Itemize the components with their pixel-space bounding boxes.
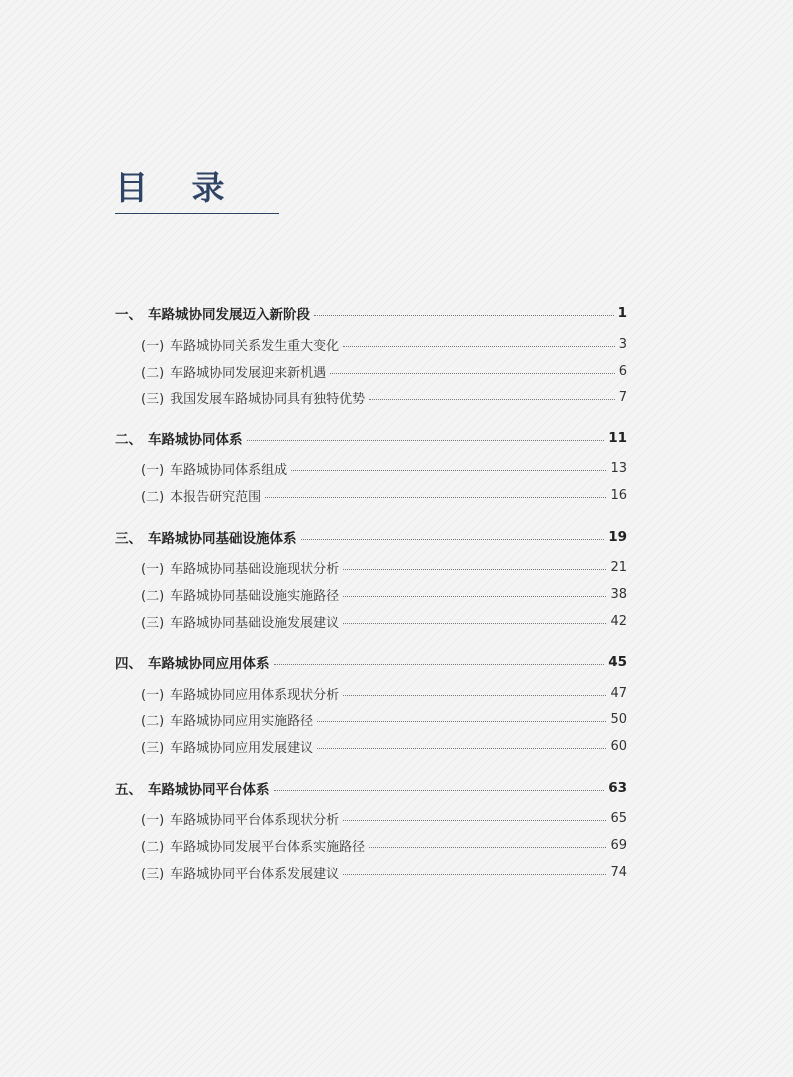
toc-section-5-1[interactable] <box>141 808 627 828</box>
section-title: 车路城协同应用发展建议 <box>170 740 314 756</box>
section-title: 车路城协同发展迎来新机遇 <box>170 365 327 381</box>
section-number: (三) <box>141 391 165 407</box>
toc-section-5-2[interactable] <box>141 835 627 855</box>
section-number: (三) <box>141 615 165 631</box>
page-number: 65 <box>610 810 627 826</box>
section-number: (二) <box>141 365 165 381</box>
dot-leader <box>369 399 615 400</box>
dot-leader <box>317 748 606 749</box>
page-number: 3 <box>618 336 627 352</box>
section-title: 车路城协同应用体系现状分析 <box>170 687 340 703</box>
section-number: (二) <box>141 489 165 505</box>
dot-leader <box>317 721 606 722</box>
section-number: (二) <box>141 839 165 855</box>
page-number: 13 <box>610 460 627 476</box>
dot-leader <box>314 315 614 316</box>
dot-leader <box>265 497 606 498</box>
section-title: 车路城协同应用实施路径 <box>170 713 314 729</box>
toc-section-1-3[interactable] <box>141 387 627 407</box>
page-number: 7 <box>618 389 627 405</box>
page-number: 47 <box>610 685 627 701</box>
section-number: (二) <box>141 588 165 604</box>
page-number: 69 <box>610 837 627 853</box>
section-title: 车路城协同平台体系现状分析 <box>170 812 340 828</box>
dot-leader <box>343 623 606 624</box>
page-number: 74 <box>610 864 627 880</box>
toc-section-3-3[interactable] <box>141 611 627 631</box>
toc-chapter-1[interactable] <box>115 303 627 323</box>
section-title: 车路城协同基础设施现状分析 <box>170 561 340 577</box>
dot-leader <box>274 664 605 665</box>
toc-section-3-1[interactable] <box>141 557 627 577</box>
dot-leader <box>343 874 606 875</box>
chapter-number: 四、 <box>115 656 142 672</box>
dot-leader <box>301 539 605 540</box>
dot-leader <box>247 440 605 441</box>
dot-leader <box>343 569 606 570</box>
toc-chapter-4[interactable] <box>115 652 627 672</box>
toc-chapter-5[interactable] <box>115 778 627 798</box>
page-number: 11 <box>608 430 627 446</box>
page-number: 16 <box>610 487 627 503</box>
section-number: (一) <box>141 462 165 478</box>
section-number: (二) <box>141 713 165 729</box>
toc-chapter-2[interactable] <box>115 428 627 448</box>
page-number: 42 <box>610 613 627 629</box>
section-title: 车路城协同基础设施实施路径 <box>170 588 340 604</box>
page-number: 1 <box>617 305 627 321</box>
section-number: (三) <box>141 866 165 882</box>
dot-leader <box>343 596 606 597</box>
chapter-title: 车路城协同平台体系 <box>148 782 270 798</box>
toc-section-5-3[interactable] <box>141 862 627 882</box>
page-number: 6 <box>618 363 627 379</box>
toc-chapter-3[interactable] <box>115 527 627 547</box>
chapter-number: 三、 <box>115 531 142 547</box>
toc-section-1-1[interactable] <box>141 334 627 354</box>
section-title: 车路城协同发展平台体系实施路径 <box>170 839 366 855</box>
page-title: 目 录 <box>115 168 241 207</box>
section-number: (一) <box>141 812 165 828</box>
page-number: 50 <box>610 711 627 727</box>
section-number: (一) <box>141 687 165 703</box>
dot-leader <box>369 847 606 848</box>
dot-leader <box>274 790 605 791</box>
section-number: (一) <box>141 561 165 577</box>
chapter-title: 车路城协同体系 <box>148 432 243 448</box>
page-number: 60 <box>610 738 627 754</box>
toc-section-1-2[interactable] <box>141 361 627 381</box>
chapter-title: 车路城协同应用体系 <box>148 656 270 672</box>
page-number: 45 <box>608 654 627 670</box>
section-title: 车路城协同体系组成 <box>170 462 288 478</box>
dot-leader <box>343 820 606 821</box>
toc-section-4-3[interactable] <box>141 736 627 756</box>
section-number: (三) <box>141 740 165 756</box>
page-number: 63 <box>608 780 627 796</box>
chapter-number: 五、 <box>115 782 142 798</box>
dot-leader <box>291 470 606 471</box>
toc-section-2-1[interactable] <box>141 458 627 478</box>
toc-section-4-1[interactable] <box>141 683 627 703</box>
section-title: 我国发展车路城协同具有独特优势 <box>170 391 366 407</box>
chapter-title: 车路城协同发展迈入新阶段 <box>148 307 310 323</box>
chapter-number: 一、 <box>115 307 142 323</box>
chapter-title: 车路城协同基础设施体系 <box>148 531 297 547</box>
page-number: 21 <box>610 559 627 575</box>
page-number: 19 <box>608 529 627 545</box>
dot-leader <box>330 373 615 374</box>
toc-section-3-2[interactable] <box>141 584 627 604</box>
section-title: 车路城协同基础设施发展建议 <box>170 615 340 631</box>
section-title: 本报告研究范围 <box>170 489 262 505</box>
section-title: 车路城协同平台体系发展建议 <box>170 866 340 882</box>
dot-leader <box>343 346 615 347</box>
section-title: 车路城协同关系发生重大变化 <box>170 338 340 354</box>
section-number: (一) <box>141 338 165 354</box>
dot-leader <box>343 695 606 696</box>
toc-section-2-2[interactable] <box>141 485 627 505</box>
page-number: 38 <box>610 586 627 602</box>
toc-section-4-2[interactable] <box>141 709 627 729</box>
chapter-number: 二、 <box>115 432 142 448</box>
